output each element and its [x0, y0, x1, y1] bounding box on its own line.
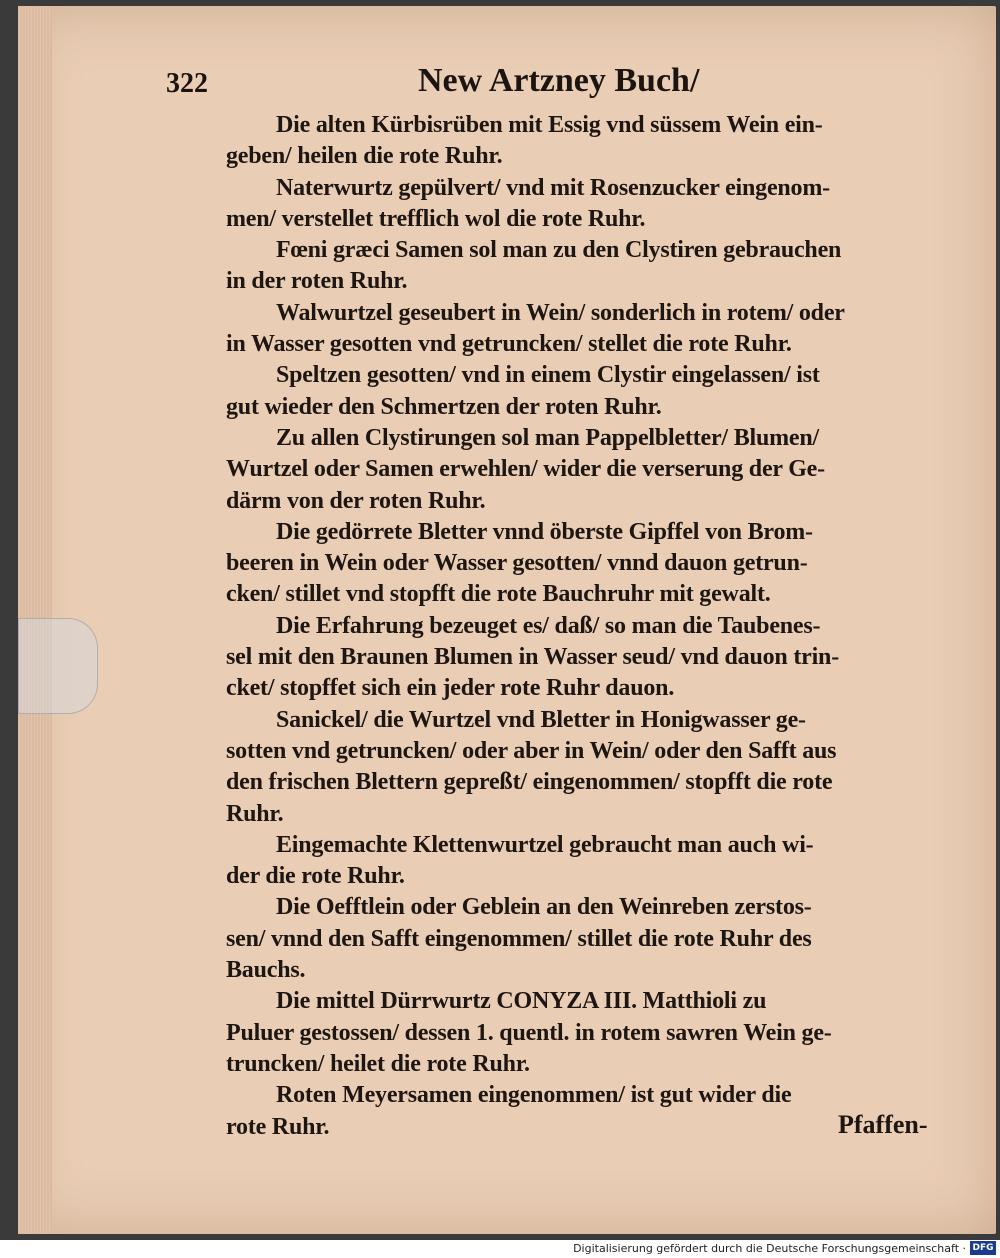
running-head: New Artzney Buch/ — [418, 62, 700, 99]
text-line: Roten Meyersamen eingenommen/ ist gut wider die — [276, 1082, 792, 1109]
text-line: cken/ stillet vnd stopfft die rote Bauchruhr mit gewalt. — [226, 581, 771, 608]
text-line: men/ verstellet trefflich wol die rote Ruhr. — [226, 205, 646, 232]
text-line: den frischen Blettern gepreßt/ eingenommen/ stopfft die rote — [226, 769, 833, 796]
text-line: Puluer gestossen/ dessen 1. quentl. in rotem sawren Wein ge- — [226, 1019, 832, 1046]
text-line: därm von der roten Ruhr. — [226, 487, 486, 514]
text-line: cket/ stopffet sich ein jeder rote Ruhr dauon. — [226, 675, 675, 702]
dfg-logo: DFG — [970, 1241, 996, 1255]
text-line: Die alten Kürbisrüben mit Essig vnd süssem Wein ein- — [276, 112, 823, 138]
text-line: beeren in Wein oder Wasser gesotten/ vnnd dauon getrun- — [226, 550, 808, 577]
footer-credit: Digitalisierung gefördert durch die Deutsche Forschungsgemeinschaft · — [573, 1242, 966, 1255]
text-line: Die Erfahrung bezeuget es/ daß/ so man die Taubenes- — [276, 612, 821, 639]
text-line: Ruhr. — [226, 800, 284, 827]
text-line: sen/ vnnd den Safft eingenommen/ stillet die rote Ruhr des — [226, 925, 812, 952]
text-line: Wurtzel oder Samen erwehlen/ wider die verserung der Ge- — [226, 456, 825, 483]
text-line: Die Oefftlein oder Geblein an den Weinreben zerstos- — [276, 894, 812, 921]
page-number: 322 — [166, 68, 208, 99]
text-line: Walwurtzel geseubert in Wein/ sonderlich in rotem/ oder — [276, 299, 845, 326]
catchword: Pfaffen- — [838, 1110, 928, 1139]
text-line: in Wasser gesotten vnd getruncken/ stellet die rote Ruhr. — [226, 331, 792, 358]
body-text — [226, 110, 950, 1143]
text-line: Sanickel/ die Wurtzel vnd Bletter in Honigwasser ge- — [276, 706, 806, 733]
page-clip — [18, 618, 98, 714]
text-line: in der roten Ruhr. — [226, 268, 408, 295]
text-line: Fœni græci Samen sol man zu den Clystiren gebrauchen — [276, 237, 842, 264]
text-line: Speltzen gesotten/ vnd in einem Clystir eingelassen/ ist — [276, 362, 820, 389]
text-line: Naterwurtz gepülvert/ vnd mit Rosenzucker eingenom- — [276, 174, 830, 201]
text-line: geben/ heilen die rote Ruhr. — [226, 143, 503, 170]
text-line: sel mit den Braunen Blumen in Wasser seud/ vnd dauon trin- — [226, 644, 839, 671]
footer-bar — [0, 1240, 1000, 1258]
text-line: der die rote Ruhr. — [226, 863, 405, 890]
text-line: gut wieder den Schmertzen der roten Ruhr. — [226, 393, 662, 420]
text-line: Die gedörrete Bletter vnnd öberste Gipffel von Brom- — [276, 518, 813, 545]
text-line: truncken/ heilet die rote Ruhr. — [226, 1050, 530, 1077]
text-line: rote Ruhr. — [226, 1113, 330, 1140]
text-line: Bauchs. — [226, 957, 306, 984]
text-line: Die mittel Dürrwurtz CONYZA III. Matthioli zu — [276, 988, 767, 1015]
text-line: Zu allen Clystirungen sol man Pappelbletter/ Blumen/ — [276, 424, 819, 451]
text-line: sotten vnd getruncken/ oder aber in Wein/ oder den Safft aus — [226, 737, 837, 764]
text-line: Eingemachte Klettenwurtzel gebraucht man auch wi- — [276, 831, 814, 858]
book-page — [18, 6, 996, 1234]
